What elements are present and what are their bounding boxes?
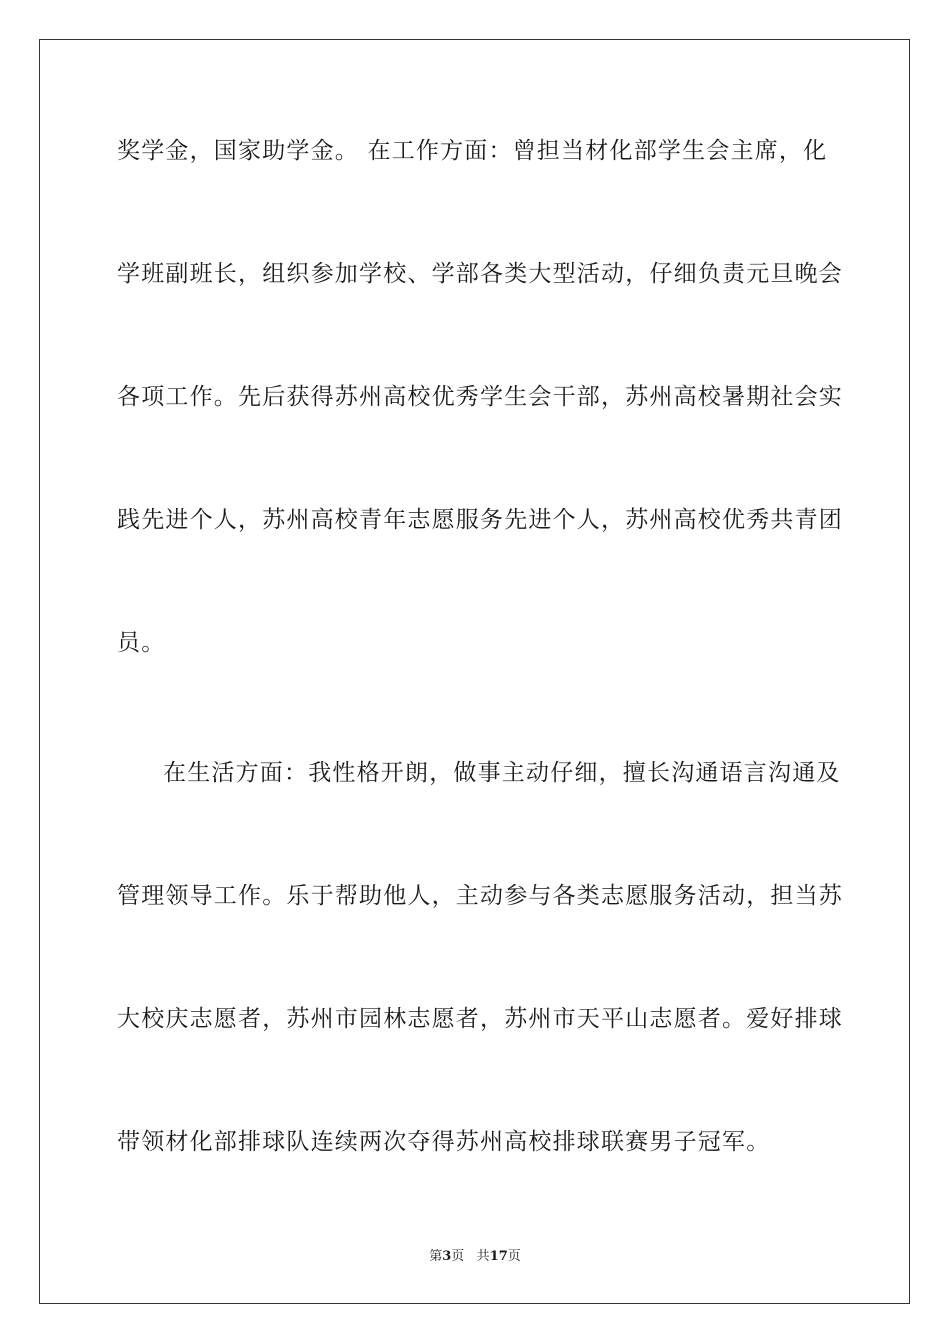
body-text-line: 学班副班长，组织参加学校、学部各类大型活动，仔细负责元旦晚会	[117, 261, 843, 287]
body-text-line: 管理领导工作。乐于帮助他人，主动参与各类志愿服务活动，担当苏	[117, 883, 843, 909]
total-prefix: 共	[476, 1249, 490, 1264]
page-number: 3	[442, 1249, 452, 1264]
total-pages: 17	[489, 1249, 508, 1264]
page-suffix: 页	[451, 1249, 465, 1264]
body-text-line: 奖学金，国家助学金。 在工作方面：曾担当材化部学生会主席，化	[117, 138, 828, 164]
page-footer	[0, 1248, 950, 1266]
page-prefix: 第	[429, 1249, 443, 1264]
page-border	[39, 39, 910, 1304]
paragraph-first-line: 在生活方面：我性格开朗，做事主动仔细，擅长沟通语言沟通及	[163, 760, 841, 786]
body-text-line: 大校庆志愿者，苏州市园林志愿者，苏州市天平山志愿者。爱好排球	[117, 1006, 843, 1032]
total-suffix: 页	[507, 1249, 521, 1264]
body-text-line: 各项工作。先后获得苏州高校优秀学生会干部，苏州高校暑期社会实	[117, 384, 843, 410]
body-text-line: 员。	[117, 630, 166, 656]
body-text-line: 践先进个人，苏州高校青年志愿服务先进个人，苏州高校优秀共青团	[117, 507, 843, 533]
body-text-line: 带领材化部排球队连续两次夺得苏州高校排球联赛男子冠军。	[117, 1129, 771, 1155]
